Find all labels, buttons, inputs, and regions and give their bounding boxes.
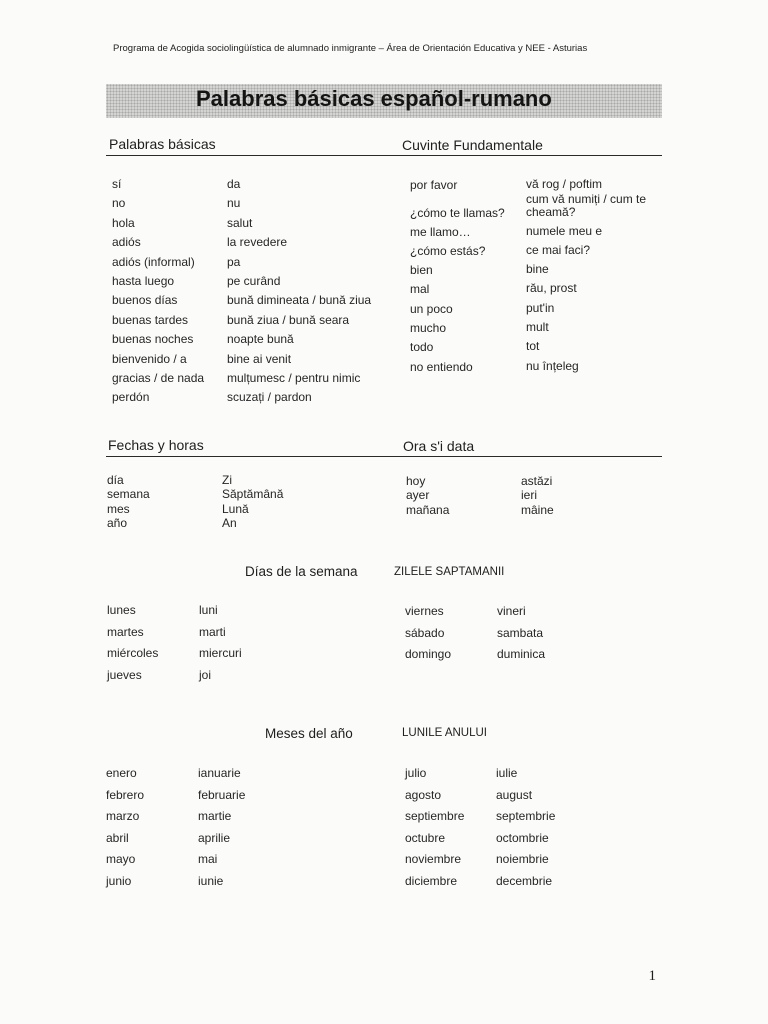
- word-es: mes: [107, 501, 130, 516]
- word-ro: noiembrie: [496, 852, 549, 866]
- word-ro: astăzi: [521, 474, 553, 488]
- word-ro: An: [222, 515, 237, 530]
- word-ro: pa: [227, 254, 241, 269]
- section-heading-cuvinte-fundamentale: Cuvinte Fundamentale: [402, 137, 543, 153]
- word-ro: salut: [227, 215, 253, 230]
- word-es: me llamo…: [410, 225, 471, 239]
- word-es: todo: [410, 340, 434, 354]
- word-ro: aprilie: [198, 830, 231, 845]
- word-ro: joi: [199, 667, 212, 682]
- word-ro: cum vă numiți / cum te cheamă?: [526, 192, 647, 219]
- word-es: año: [107, 515, 128, 530]
- word-es: julio: [405, 766, 427, 780]
- word-ro: Săptămână: [222, 487, 284, 502]
- word-ro: Zi: [222, 473, 232, 487]
- word-ro: bine ai venit: [227, 351, 292, 366]
- word-ro: octombrie: [496, 830, 549, 845]
- word-ro: iulie: [496, 766, 518, 780]
- word-es: hasta luego: [112, 274, 175, 288]
- section-heading-zilele-saptamanii: ZILELE SAPTAMANII: [394, 566, 505, 578]
- word-ro: Lună: [222, 501, 249, 516]
- word-ro: noapte bună: [227, 332, 294, 347]
- word-es: ¿cómo estás?: [410, 244, 486, 258]
- word-ro: pe curând: [227, 274, 281, 288]
- word-ro: miercuri: [199, 646, 242, 660]
- word-es: enero: [106, 766, 137, 780]
- word-es: agosto: [405, 787, 442, 802]
- word-es: gracias / de nada: [112, 371, 205, 385]
- word-es: día: [107, 473, 124, 487]
- word-es: buenas tardes: [112, 312, 189, 327]
- section-heading-palabras-basicas: Palabras básicas: [109, 136, 216, 152]
- word-es: mucho: [410, 321, 447, 335]
- word-es: adiós: [112, 235, 141, 250]
- word-ro: august: [496, 787, 533, 802]
- word-ro: ce mai faci?: [526, 243, 591, 257]
- word-ro: bine: [526, 262, 549, 276]
- word-ro: luni: [199, 603, 218, 617]
- word-ro: la revedere: [227, 235, 288, 250]
- word-ro: decembrie: [496, 873, 553, 888]
- word-es: adiós (informal): [112, 254, 195, 269]
- word-ro: ianuarie: [198, 766, 241, 780]
- word-es: marzo: [106, 809, 140, 823]
- word-es: lunes: [107, 603, 136, 617]
- word-es: jueves: [107, 667, 142, 682]
- word-es: martes: [107, 624, 144, 639]
- word-es: buenas noches: [112, 332, 194, 347]
- word-es: viernes: [405, 604, 444, 618]
- word-ro: bună ziua / bună seara: [227, 312, 350, 327]
- word-es: bien: [410, 263, 433, 277]
- word-ro: mai: [198, 852, 218, 866]
- word-es: bienvenido / a: [112, 351, 187, 366]
- word-es: octubre: [405, 830, 446, 845]
- word-es: septiembre: [405, 809, 465, 823]
- section-heading-dias-de-la-semana: Días de la semana: [245, 564, 358, 579]
- word-es: febrero: [106, 787, 145, 802]
- word-ro: mult: [526, 320, 549, 334]
- word-es: hoy: [406, 474, 426, 488]
- word-es: sábado: [405, 625, 445, 640]
- word-es: semana: [107, 487, 150, 502]
- word-es: junio: [106, 873, 132, 888]
- section-divider: [106, 456, 662, 457]
- word-ro: bună dimineata / bună ziua: [227, 293, 372, 308]
- word-ro: sambata: [497, 625, 544, 640]
- word-es: sí: [112, 177, 122, 191]
- section-divider: [106, 155, 662, 156]
- word-ro: rău, prost: [526, 281, 577, 295]
- page-title: Palabras básicas español-rumano: [196, 86, 552, 111]
- word-ro: ieri: [521, 488, 538, 503]
- word-es: diciembre: [405, 873, 458, 888]
- word-ro: da: [227, 177, 241, 191]
- word-es: ¿cómo te llamas?: [410, 206, 505, 220]
- word-ro: marti: [199, 624, 226, 639]
- word-ro: scuzați / pardon: [227, 390, 312, 405]
- word-ro: iunie: [198, 873, 224, 888]
- word-ro: put'in: [526, 301, 555, 315]
- word-ro: septembrie: [496, 809, 556, 823]
- word-es: noviembre: [405, 852, 462, 866]
- word-es: mayo: [106, 852, 136, 866]
- word-ro: martie: [198, 809, 232, 823]
- word-es: no entiendo: [410, 360, 473, 374]
- word-es: por favor: [410, 178, 458, 192]
- page-number: 1: [648, 968, 656, 984]
- word-ro: februarie: [198, 787, 246, 802]
- word-ro: tot: [526, 339, 540, 353]
- word-ro: nu: [227, 196, 241, 211]
- word-es: mal: [410, 282, 430, 296]
- word-es: abril: [106, 830, 129, 845]
- word-ro: mâine: [521, 502, 554, 517]
- word-ro: vineri: [497, 604, 526, 618]
- word-ro: vă rog / poftim: [526, 177, 603, 191]
- word-es: ayer: [406, 488, 430, 503]
- section-heading-lunile-anului: LUNILE ANULUI: [402, 727, 488, 739]
- word-es: miércoles: [107, 646, 159, 660]
- word-es: hola: [112, 215, 135, 230]
- word-es: mañana: [406, 502, 450, 517]
- word-ro: mulțumesc / pentru nimic: [227, 371, 361, 385]
- section-heading-meses-del-ano: Meses del año: [265, 726, 353, 741]
- page-header: Programa de Acogida sociolingüística de alumnado inmigrante – Área de Orientación Educativa y NEE - Asturias: [113, 43, 588, 54]
- section-heading-ora-si-data: Ora s'i data: [403, 438, 475, 454]
- word-es: domingo: [405, 647, 452, 661]
- word-es: un poco: [410, 302, 453, 316]
- word-ro: duminica: [497, 647, 546, 661]
- word-ro: nu înțeleg: [526, 359, 579, 373]
- word-ro: numele meu e: [526, 224, 603, 238]
- word-es: perdón: [112, 390, 150, 405]
- word-es: buenos días: [112, 293, 178, 308]
- word-es: no: [112, 196, 126, 211]
- section-heading-fechas-y-horas: Fechas y horas: [108, 437, 204, 453]
